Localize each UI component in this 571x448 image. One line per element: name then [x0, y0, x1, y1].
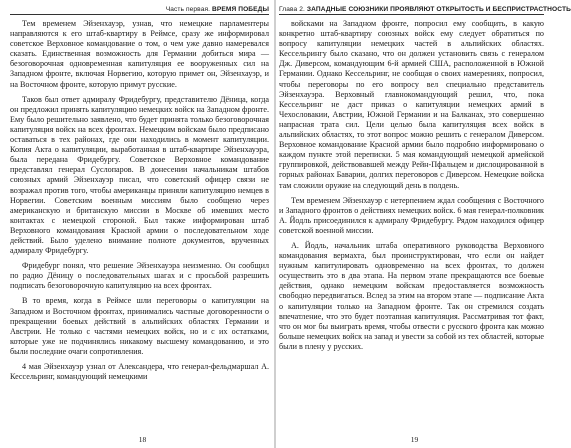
paragraph: войсками на Западном фронте, попросил ему сообщить, в какую конкретно штаб-квартиру союзных войск ему следует обратиться по вопросу капитуляции немецких частей в альпийских областях. Кессельрингу было сказано, что он должен установить связь с генералом Дж. Диверсом, командующим 6-й армией США, расположенной в Южной Германии. Однако Кессельринг, не сообщая о своих намерениях, попросил, чтобы переговоры по его вопросу вел специально представитель Эйзенхауэра. Верховный главнокомандующий решил, что, пока Кессельринг не даст приказ о капитуляции немецких армий в Чехословакии, Австрии, Южной Германии и на Балканах, это совершенно напрасная трата сил. Цели целью была капитуляция всех войск в альпийских областях, то этот вопрос можно решить с генералом Диверсом. Верховное командование Красной армии было подробно информировано о каждом пункте этой переписки. 5 мая командующий немецкой армейской группировкой, действовавшей между Рейн-Пфальцем и дислоцированной в горных районах Баварии, долгих переговоров с Диверсом. Немецкие войска там сложили оружие на следующий день в полдень.	[279, 19, 544, 190]
right-chapter-heading	[279, 6, 571, 13]
right-page-body	[279, 19, 544, 352]
left-running-head	[10, 4, 269, 15]
paragraph: 4 мая Эйзенхауэр узнал от Александера, что генерал-фельдмаршал А. Кессельринг, командующий немецкими	[10, 362, 269, 382]
left-folio: 18	[138, 435, 147, 444]
paragraph: Тем временем Эйзенхауэр с нетерпением ждал сообщения с Восточного и Западного фронтов о действиях немецких войск. 6 мая генерал-полковник А. Йодль присоединился к адмиралу Фридебургу. Рядом находился офицер советской военной миссии.	[279, 195, 544, 235]
paragraph: Таков был ответ адмиралу Фридебургу, представителю Дёница, когда он предложил принять капитуляцию немецких войск на Западном фронте. Ему было решительно заявлено, что будет принята только безоговорочная капитуляция войск на всех фронтах. Немецким войскам было предписано оставаться в тех районах, где они находились в момент капитуляции. Копия Акта о капитуляции, выработанная в штаб-квартире Эйзенхауэра, была передана Фридебургу. Советское Верховное командование представлял генерал Суслопаров. В донесении начальникам штабов союзных армий Эйзенхауэр писал, что советский офицер связи не возражал против того, чтобы американцы приняли капитуляцию немцев в Норвегии. Советским военным миссиям было сообщено через американскую и британскую миссии в Москве об имевших место контактах с немецкой стороной. Был также информирован штаб Верховного командования Красной армии о последовательном ходе действий. Было уделено внимание полноте документов, врученных адмиралу Фридебургу.	[10, 94, 269, 256]
left-page	[0, 0, 275, 448]
paragraph: Тем временем Эйзенхауэр, узнав, что немецкие парламентеры направляются к его штаб-квартиру в Реймсе, сразу же информировал советское Верховное командование о том, о чем уже давно намеревался сказать. Единственная возможность для Германии добиться мира — безоговорочная одновременная капитуляция ее вооруженных сил на Западном фронте, включая Норвегию, которую примет он, Эйзенхауэр, и на Восточном фронте, которую примут русские.	[10, 19, 269, 89]
chapter-label: Глава 2.	[279, 6, 305, 13]
right-folio: 19	[410, 435, 419, 444]
part-label: Часть первая.	[165, 6, 211, 13]
left-page-body	[10, 19, 269, 382]
chapter-title: ЗАПАДНЫЕ СОЮЗНИКИ ПРОЯВЛЯЮТ ОТКРЫТОСТЬ И БЕСПРИСТРАСТНОСТЬ	[306, 6, 571, 13]
right-running-head	[279, 4, 571, 15]
right-page	[275, 0, 571, 448]
left-part-heading	[166, 6, 269, 13]
paragraph: А. Йодль, начальник штаба оперативного руководства Верховного командования вермахта, был проинструктирован, что если он найдет нужным капитулировать одновременно на всех фронтах, то должен осуществить это в два этапа. На первом этапе прекращаются все боевые действия, однако немецким войскам предоставляется возможность свободно передвигаться. Вслед за этим на втором этапе — подписание Акта о капитуляции только на Западном фронте. Так он стремился создать впечатление, что это будет поэтапная капитуляция. Рассматривая тот факт, что он мог бы выиграть время, чтобы отвести с русского фронта как можно больше немецких войск на запад и увести за собой из тех областей, которые были в плену у русских.	[279, 240, 544, 351]
part-title: ВРЕМЯ ПОБЕДЫ	[212, 6, 269, 13]
paragraph: Фридебург понял, что решение Эйзенхауэра неизменно. Он сообщил по радио Дёницу о последовательных шагах и с просьбой разрешить подписать безоговорочную капитуляцию на всех фронтах.	[10, 261, 269, 291]
paragraph: В то время, когда в Реймсе шли переговоры о капитуляции на Западном и Восточном фронтах, принимались частные договоренности о прекращении боевых действий в альпийских областях Германии и Австрии. Не только с частями немецких войск, но и с их остатками, которые уже не подчинялись никакому высшему командованию, и это были последние очаги сопротивления.	[10, 296, 269, 356]
